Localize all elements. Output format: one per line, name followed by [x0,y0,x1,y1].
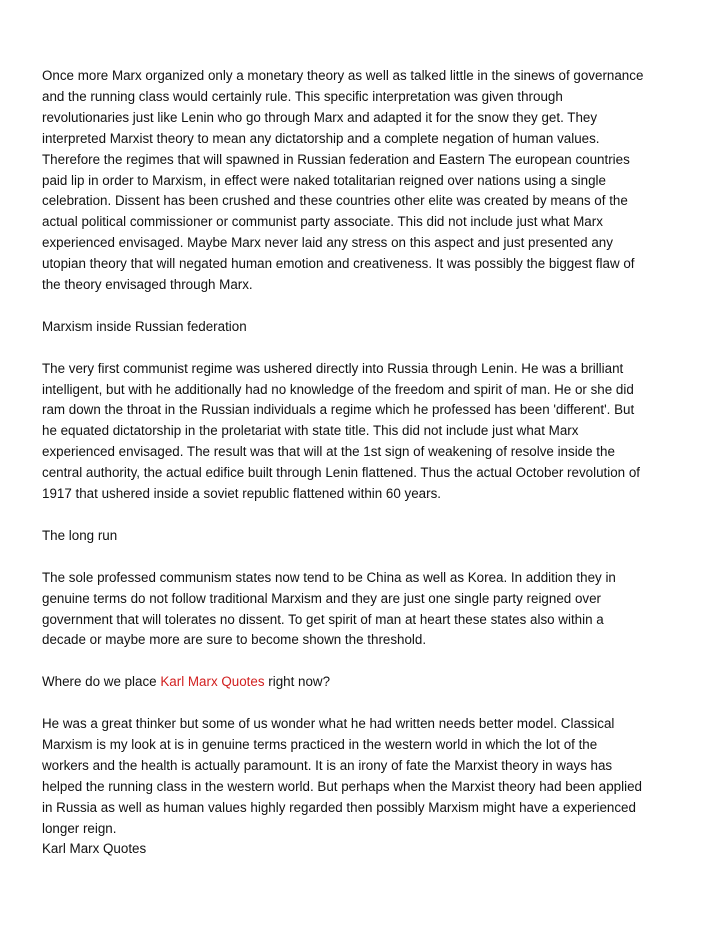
paragraph-gap [42,693,692,714]
text-line: in Russia as well as human values highly regarded then possibly Marxism might have a experienced [42,799,636,815]
future-paragraph [42,568,692,652]
paragraph-gap [42,547,692,568]
text-line: Therefore the regimes that will spawned in Russian federation and Eastern The european countries [42,151,630,167]
text-line: genuine terms do not follow traditional Marxism and they are just one single party reigned over [42,590,601,606]
text-line: Once more Marx organized only a monetary theory as well as talked little in the sinews of governance [42,68,644,83]
text-line: government that will tolerates no dissent. To get spirit of man at heart these states also within a [42,611,604,627]
text-line: he equated dictatorship in the proletariat with state title. This did not include just what Marx [42,423,579,439]
text-line: The sole professed communism states now tend to be China as well as Korea. In addition they in [42,569,616,585]
paragraph-gap [42,651,692,672]
text-line: interpreted Marxist theory to mean any dictatorship and a complete negation of human values. [42,130,600,146]
karl-marx-quotes-link[interactable]: Karl Marx Quotes [160,674,265,690]
text-line: experienced envisaged. Maybe Marx never laid any stress on this aspect and just presented any [42,235,613,251]
text-line: experienced envisaged. The result was that will at the 1st sign of weakening of resolve inside the [42,444,615,460]
text-line: actual political commissioner or communist party associate. This did not include just what Marx [42,214,603,230]
intro-paragraph [42,66,692,296]
text-line: 1917 that ushered inside a soviet republic flattened within 60 years. [42,486,441,502]
text-line: and the running class would certainly rule. This specific interpretation was given through [42,88,563,104]
text-line: intelligent, but with he additionally had no knowledge of the freedom and spirit of man. He or she did [42,381,634,397]
paragraph-gap [42,505,692,526]
text-line: the theory envisaged through Marx. [42,277,253,293]
section-heading-russia [42,317,692,338]
text-line: workers and the health is actually paramount. It is an irony of fate the Marxist theory in ways has [42,757,613,773]
text-line: helped the running class in the western world. But perhaps when the Marxist theory had been applied [42,778,642,794]
text-line: Marxism is my look at is in genuine terms practiced in the western world in which the lot of the [42,736,598,752]
text-line: He was a great thinker but some of us wonder what he had written needs better model. Classical [42,716,615,731]
text-line: longer reign. [42,820,117,836]
russia-paragraph [42,359,692,505]
text-line: utopian theory that will negated human emotion and creativeness. It was possibly the biggest flaw of [42,256,635,272]
text-line: revolutionaries just like Lenin who go through Marx and adapted it for the snow they get. They [42,109,598,125]
section-heading-future [42,526,692,547]
text-line: ram down the throat in the Russian individuals a regime which he professed has been 'different'. But [42,402,635,418]
footer-text: Karl Marx Quotes [42,841,147,857]
question-line [42,672,692,693]
text-line: celebration. Dissent has been crushed and these countries other elite was created by means of the [42,193,628,209]
text-line: decade or maybe more are sure to become shown the threshold. [42,632,427,648]
text-line: central authority, the actual edifice built through Lenin flattened. Thus the actual October revolution of [42,465,640,481]
paragraph-gap [42,296,692,317]
text-line: The very first communist regime was ushered directly into Russia through Lenin. He was a brilliant [42,360,624,376]
text-line: paid lip in order to Marxism, in effect were naked totalitarian reigned over nations using a single [42,172,606,188]
heading-text: Marxism inside Russian federation [42,318,247,334]
document-page [42,66,692,860]
paragraph-gap [42,338,692,359]
closing-paragraph [42,714,692,860]
question-text-after: right now? [264,674,331,690]
question-text-before: Where do we place [42,674,161,690]
heading-text: The long run [42,527,118,543]
